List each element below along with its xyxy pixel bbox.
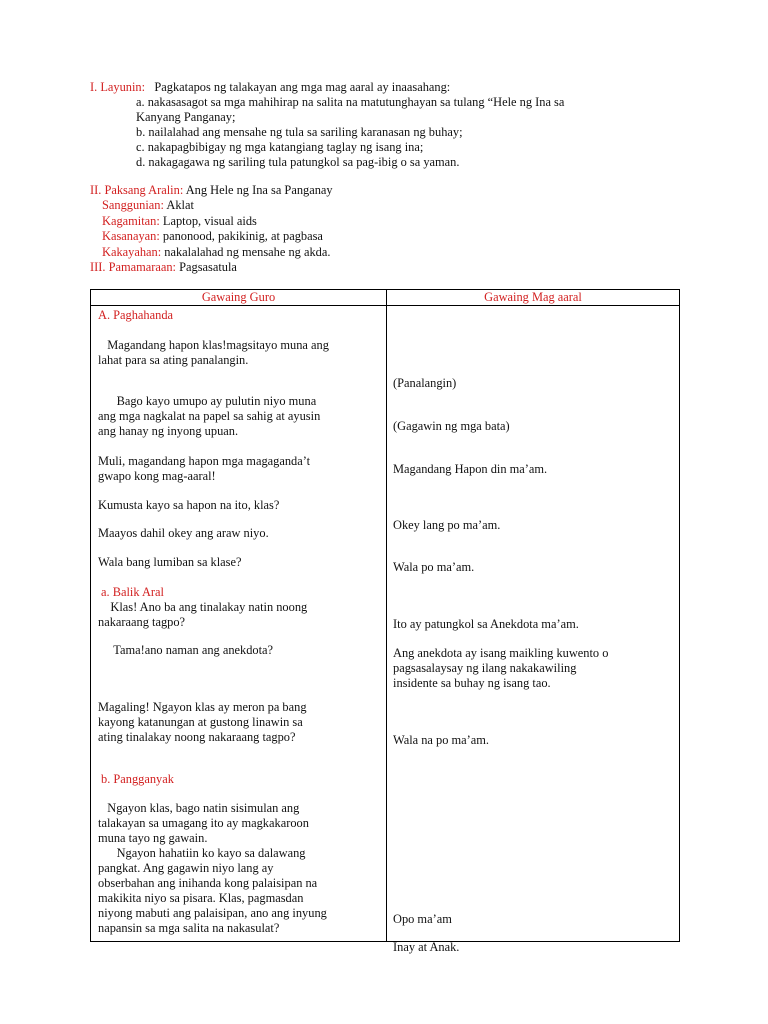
mag-aaral-line: (Panalangin) <box>393 376 457 390</box>
guro-line: muna tayo ng gawain. <box>98 831 208 845</box>
objective-item: d. nakagagawa ng sariling tula patungkol sa pag-ibig o sa yaman. <box>136 155 460 169</box>
guro-line: Magandang hapon klas!magsitayo muna ang <box>98 338 329 352</box>
mag-aaral-line: Inay at Anak. <box>393 940 460 954</box>
mag-aaral-line: Ang anekdota ay isang maikling kuwento o <box>393 646 609 660</box>
sanggunian-label: Sanggunian: <box>102 198 164 213</box>
guro-line: Kumusta kayo sa hapon na ito, klas? <box>98 498 280 512</box>
guro-line: Ngayon klas, bago natin sisimulan ang <box>98 801 300 815</box>
section-pangganyak: b. Pangganyak <box>101 772 174 786</box>
objectives-list <box>136 95 564 170</box>
layunin-intro: Pagkatapos ng talakayan ang mga mag aaral ay inaasahang: <box>154 80 451 94</box>
paksa-section <box>90 183 333 275</box>
layunin-heading <box>90 80 450 95</box>
guro-line: Maayos dahil okey ang araw niyo. <box>98 526 269 540</box>
pamamaraan-label: III. Pamamaraan: <box>90 260 177 275</box>
mag-aaral-line: insidente sa buhay ng isang tao. <box>393 676 551 690</box>
guro-line: niyong mabuti ang palaisipan, ano ang inyung <box>98 906 327 920</box>
mag-aaral-line: pagsasalaysay ng ilang nakakawiling <box>393 661 577 675</box>
kakayahan-value: nakalalahad ng mensahe ng akda. <box>164 244 331 259</box>
guro-line: Wala bang lumiban sa klase? <box>98 555 242 569</box>
mag-aaral-line: Wala po ma’am. <box>393 560 475 574</box>
header-gawaing-guro: Gawaing Guro <box>91 290 387 306</box>
kasanayan-value: panonood, pakikinig, at pagbasa <box>162 229 323 244</box>
guro-line: Ngayon hahatiin ko kayo sa dalawang <box>98 846 306 860</box>
section-paghahanda: A. Paghahanda <box>98 308 174 322</box>
table-row <box>91 306 680 942</box>
guro-line: makikita niyo sa pisara. Klas, pagmasdan <box>98 891 304 905</box>
kagamitan-value: Laptop, visual aids <box>162 213 257 228</box>
guro-line: napansin sa mga salita na nakasulat? <box>98 921 280 935</box>
paksa-label: II. Paksang Aralin: <box>90 183 184 197</box>
objective-item: a. nakasasagot sa mga mahihirap na salita na matutunghayan sa tulang “Hele ng Ina sa <box>136 95 565 109</box>
guro-line: ating tinalakay noong nakaraang tagpo? <box>98 730 296 744</box>
mag-aaral-line: Ito ay patungkol sa Anekdota ma’am. <box>393 617 579 631</box>
table-header-row <box>91 290 680 306</box>
objective-item: Kanyang Panganay; <box>136 110 236 124</box>
header-gawaing-mag-aaral: Gawaing Mag aaral <box>387 290 680 306</box>
guro-line: Bago kayo umupo ay pulutin niyo muna <box>98 394 317 408</box>
lesson-table <box>90 289 680 954</box>
guro-line: ang hanay ng inyong upuan. <box>98 424 239 438</box>
guro-column <box>91 306 387 942</box>
mag-aaral-line: Okey lang po ma’am. <box>393 518 501 532</box>
guro-line: kayong katanungan at gustong linawin sa <box>98 715 303 729</box>
guro-line: Klas! Ano ba ang tinalakay natin noong <box>98 600 308 614</box>
layunin-label: I. Layunin: <box>90 80 146 94</box>
guro-line: talakayan sa umagang ito ay magkakaroon <box>98 816 309 830</box>
objective-item: c. nakapagbibigay ng mga katangiang taglay ng isang ina; <box>136 140 424 154</box>
guro-line: obserbahan ang inihanda kong palaisipan na <box>98 876 318 890</box>
kagamitan-label: Kagamitan: <box>102 213 160 228</box>
objective-item: b. nailalahad ang mensahe ng tula sa sariling karanasan ng buhay; <box>136 125 463 139</box>
mag-aaral-line: Wala na po ma’am. <box>393 733 490 747</box>
guro-line: nakaraang tagpo? <box>98 615 186 629</box>
sanggunian-value: Aklat <box>166 198 194 213</box>
mag-aaral-column <box>387 306 680 954</box>
paksa-value: Ang Hele ng Ina sa Panganay <box>185 183 333 197</box>
guro-line: ang mga nagkalat na papel sa sahig at ayusin <box>98 409 321 423</box>
guro-line: gwapo kong mag-aaral! <box>98 469 216 483</box>
guro-line: Muli, magandang hapon mga magaganda’t <box>98 454 311 468</box>
guro-line: Magaling! Ngayon klas ay meron pa bang <box>98 700 307 714</box>
mag-aaral-line: Opo ma’am <box>393 912 452 926</box>
kasanayan-label: Kasanayan: <box>102 229 160 244</box>
mag-aaral-line: (Gagawin ng mga bata) <box>393 419 510 433</box>
guro-line: Tama!ano naman ang anekdota? <box>98 643 274 657</box>
section-balik-aral: a. Balik Aral <box>101 585 164 599</box>
pamamaraan-value: Pagsasatula <box>179 260 237 275</box>
guro-line: lahat para sa ating panalangin. <box>98 353 249 367</box>
guro-line: pangkat. Ang gagawin niyo lang ay <box>98 861 274 875</box>
kakayahan-label: Kakayahan: <box>102 244 162 259</box>
mag-aaral-line: Magandang Hapon din ma’am. <box>393 462 548 476</box>
